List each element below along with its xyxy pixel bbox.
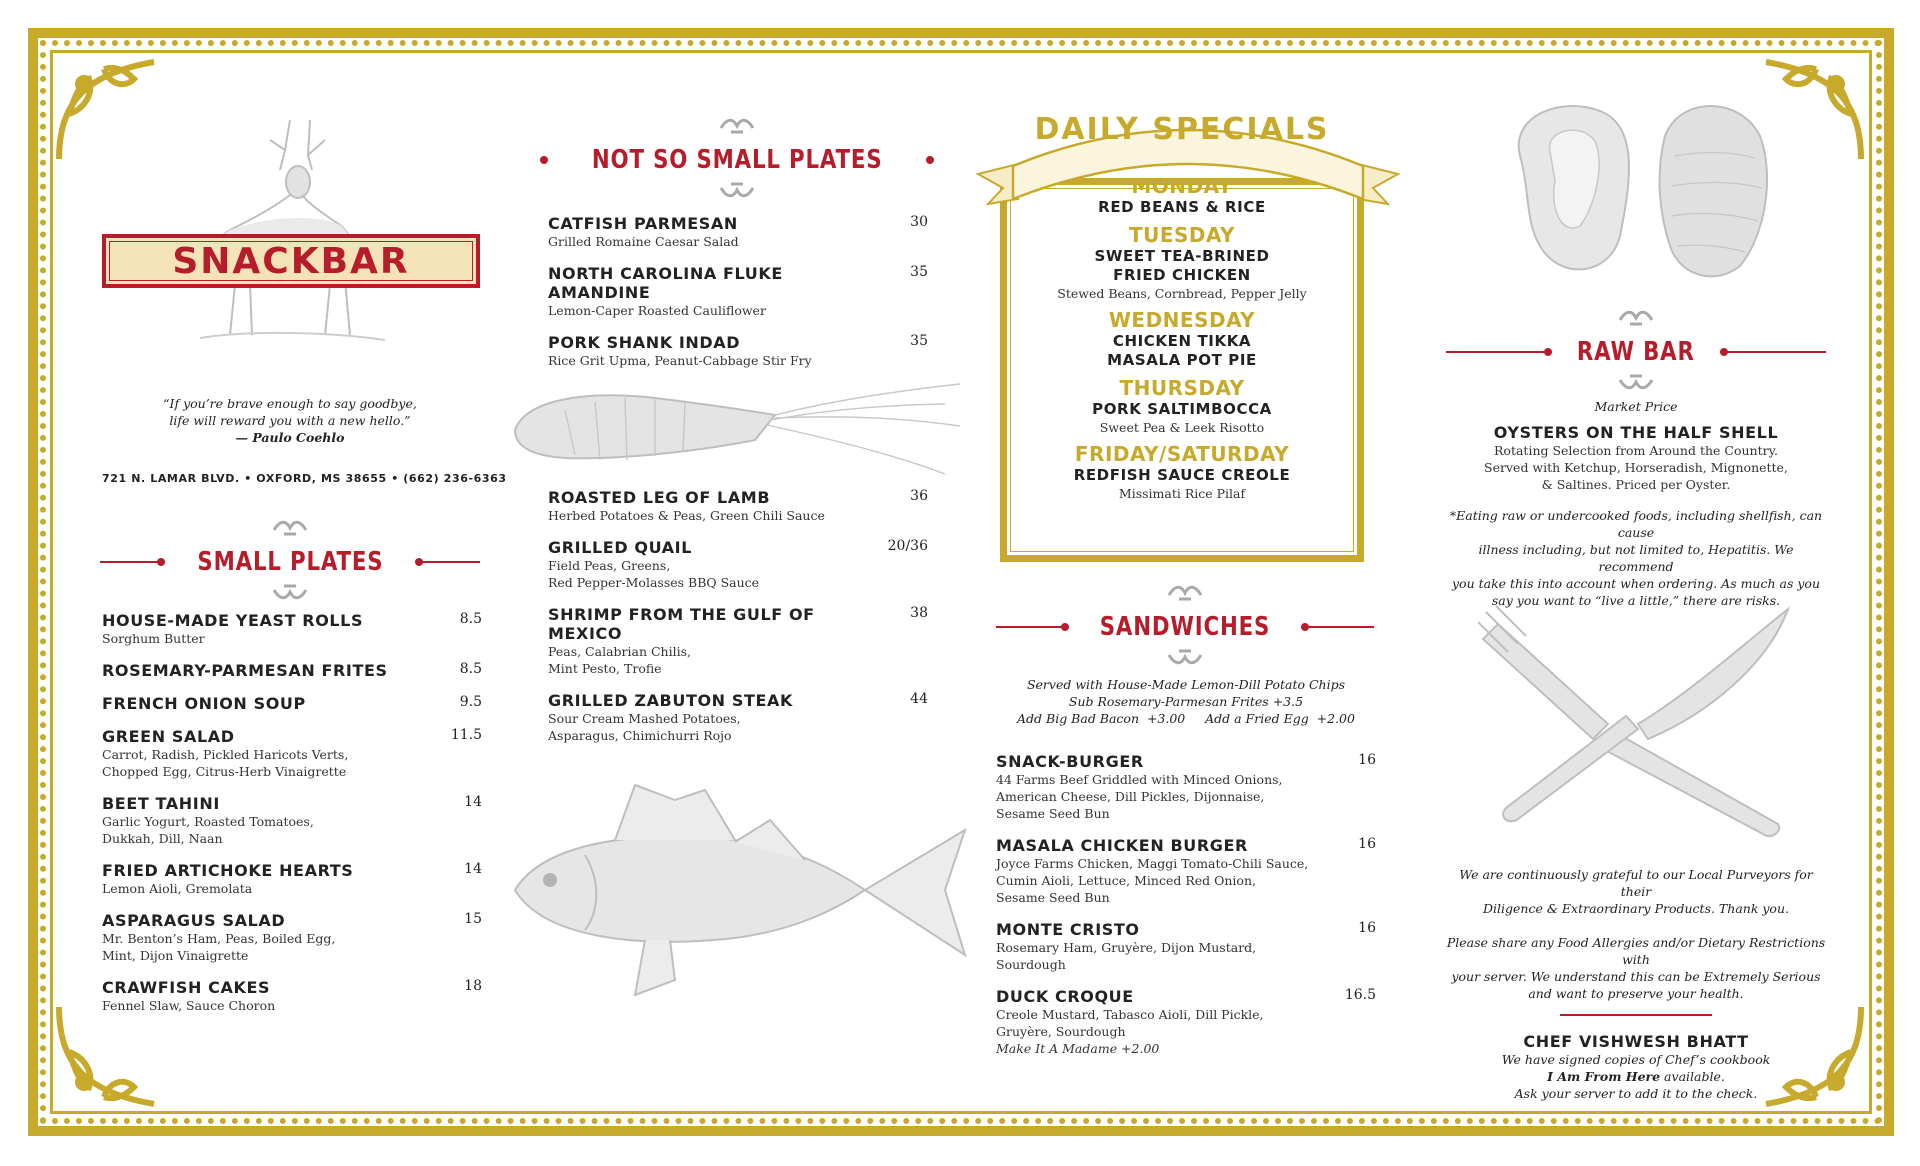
chef-line: Ask your server to add it to the check. — [1514, 1086, 1758, 1101]
not-so-small-plates-header — [548, 142, 926, 178]
menu-item: GREEN SALAD Carrot, Radish, Pickled Haricots Verts, Chopped Egg, Citrus-Herb Vinaigrette 11.5 — [102, 727, 482, 779]
menu-item: MASALA CHICKEN BURGER Joyce Farms Chicken, Maggi Tomato-Chili Sauce, Cumin Aioli, Lettuce, Minced Red Onion, Sesame Seed Bun 16 — [996, 836, 1376, 905]
menu-item: CRAWFISH CAKES Fennel Slaw, Sauce Choron 18 — [102, 978, 482, 1013]
raw-bar-content — [1446, 398, 1826, 609]
raw-bar-header — [1446, 334, 1826, 370]
menu-item: BEET TAHINI Garlic Yogurt, Roasted Tomatoes, Dukkah, Dill, Naan 14 — [102, 794, 482, 846]
scroll-ornament-icon — [1618, 308, 1654, 326]
special-day: WEDNESDAY CHICKEN TIKKA MASALA POT PIE — [1107, 308, 1257, 369]
chef-name: CHEF VISHWESH BHATT — [1523, 1032, 1749, 1051]
menu-item: FRIED ARTICHOKE HEARTS Lemon Aioli, Gremolata 14 — [102, 861, 482, 896]
purveyors-note: We are continuously grateful to our Local Purveyors for their Diligence & Extraordinary Products. Thank you. — [1459, 867, 1813, 916]
scroll-ornament-icon — [272, 518, 308, 536]
divider — [1560, 1014, 1712, 1016]
logo-text: SNACKBAR — [172, 240, 410, 282]
raw-bar-notes — [1446, 866, 1826, 1102]
scroll-ornament-icon — [719, 182, 755, 200]
market-price: Market Price — [1594, 399, 1678, 414]
scroll-ornament-icon — [1167, 583, 1203, 601]
corner-flourish-icon — [54, 54, 164, 164]
menu-item: GRILLED QUAIL Field Peas, Greens, Red Pepper-Molasses BBQ Sauce 20/36 — [548, 538, 928, 590]
small-plates-list — [102, 611, 482, 1028]
raw-bar-item-desc: Rotating Selection from Around the Country. Served with Ketchup, Horseradish, Mignonette, & Saltines. Priced per Oyster. — [1484, 443, 1788, 492]
quote-author: — Paulo Coehlo — [235, 430, 345, 445]
quote-line: life will reward you with a new hello.” — [169, 413, 411, 428]
sandwiches-list — [996, 752, 1376, 1071]
quote-line: “If you’re brave enough to say goodbye, — [163, 396, 417, 411]
special-day: TUESDAY SWEET TEA-BRINED FRIED CHICKEN Stewed Beans, Cornbread, Pepper Jelly — [1057, 223, 1307, 301]
menu-item: PORK SHANK INDAD Rice Grit Upma, Peanut-Cabbage Stir Fry 35 — [548, 333, 928, 368]
special-day: THURSDAY PORK SALTIMBOCCA Sweet Pea & Leek Risotto — [1092, 376, 1272, 435]
menu-item: MONTE CRISTO Rosemary Ham, Gruyère, Dijon Mustard, Sourdough 16 — [996, 920, 1376, 972]
raw-bar-title: RAW BAR — [1577, 337, 1695, 367]
menu-item: ASPARAGUS SALAD Mr. Benton’s Ham, Peas, Boiled Egg, Mint, Dijon Vinaigrette 15 — [102, 911, 482, 963]
small-plates-header — [100, 544, 480, 580]
scroll-ornament-icon — [1618, 374, 1654, 392]
menu-item: FRENCH ONION SOUP 9.5 — [102, 694, 482, 713]
chef-line: We have signed copies of Chef’s cookbook — [1501, 1052, 1771, 1067]
daily-specials-list — [1012, 174, 1352, 508]
sandwiches-header — [996, 609, 1374, 645]
menu-item: DUCK CROQUE Creole Mustard, Tabasco Aioli, Dill Pickle, Gruyère, Sourdough Make It A Madame +2.00 16.5 — [996, 987, 1376, 1056]
menu-item: HOUSE-MADE YEAST ROLLS Sorghum Butter 8.5 — [102, 611, 482, 646]
scroll-ornament-icon — [272, 584, 308, 602]
sandwiches-title: SANDWICHES — [1099, 612, 1271, 642]
small-plates-title: SMALL PLATES — [196, 547, 384, 577]
menu-item: NORTH CAROLINA FLUKE AMANDINE Lemon-Caper Roasted Cauliflower 35 — [548, 264, 928, 318]
special-day: MONDAY RED BEANS & RICE — [1098, 174, 1266, 216]
quote — [120, 395, 460, 446]
menu-item: ROASTED LEG OF LAMB Herbed Potatoes & Peas, Green Chili Sauce 36 — [548, 488, 928, 523]
raw-bar-item-name: OYSTERS ON THE HALF SHELL — [1493, 423, 1779, 442]
menu-item: SNACK-BURGER 44 Farms Beef Griddled with Minced Onions, American Cheese, Dill Pickles, Dijonnaise, Sesame Seed Bun 16 — [996, 752, 1376, 821]
allergies-note: Please share any Food Allergies and/or Dietary Restrictions with your server. We understand this can be Extremely Serious and want to preserve your health. — [1446, 935, 1826, 1001]
sandwiches-intro: Served with House-Made Lemon-Dill Potato Chips Sub Rosemary-Parmesan Frites +3.5 Add Big Bad Bacon +3.00 Add a Fried Egg +2.00 — [1017, 677, 1355, 726]
scroll-ornament-icon — [1167, 649, 1203, 667]
fish-illustration — [505, 780, 975, 1010]
stag-illustration — [190, 110, 390, 350]
cookbook-title: I Am From Here — [1547, 1069, 1661, 1084]
scroll-ornament-icon — [719, 116, 755, 134]
special-day: FRIDAY/SATURDAY REDFISH SAUCE CREOLE Missimati Rice Pilaf — [1073, 442, 1291, 501]
oyster-illustration — [1500, 96, 1780, 286]
shrimp-illustration — [505, 370, 965, 480]
snackbar-logo — [102, 234, 480, 288]
menu-item: SHRIMP FROM THE GULF OF MEXICO Peas, Calabrian Chilis, Mint Pesto, Trofie 38 — [548, 605, 928, 676]
address: 721 N. LAMAR BLVD. • OXFORD, MS 38655 • (662) 236-6363 — [102, 472, 507, 485]
menu-item: ROSEMARY-PARMESAN FRITES 8.5 — [102, 661, 482, 680]
not-so-small-plates-title: NOT SO SMALL PLATES — [591, 145, 883, 175]
not-so-small-plates-list-top — [548, 214, 928, 383]
menu-item: GRILLED ZABUTON STEAK Sour Cream Mashed Potatoes, Asparagus, Chimichurri Rojo 44 — [548, 691, 928, 743]
not-so-small-plates-list-bottom — [548, 488, 928, 758]
menu-item: CATFISH PARMESAN Grilled Romaine Caesar Salad 30 — [548, 214, 928, 249]
daily-specials-title: DAILY SPECIALS — [1034, 112, 1330, 147]
chef-line: I Am From Here available. — [1547, 1069, 1725, 1084]
knife-fork-illustration — [1478, 604, 1798, 844]
raw-food-warning: *Eating raw or undercooked foods, including shellfish, can cause illness including, but not limited to, Hepatitis. We recommend you take this into account when ordering. As much as you say you want to “live a little,” there are risks. — [1449, 508, 1823, 608]
